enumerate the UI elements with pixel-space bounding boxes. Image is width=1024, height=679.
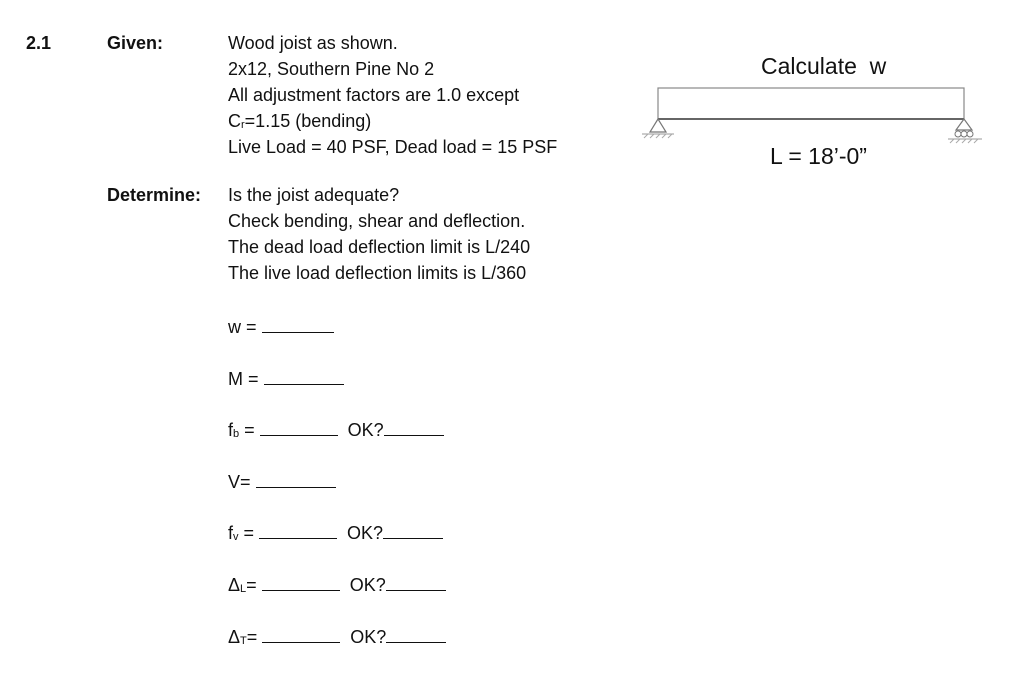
answer-subscript: v (233, 531, 239, 543)
answer-equals: = (246, 575, 257, 595)
given-line-bending-factor (228, 108, 557, 134)
ok-blank[interactable] (386, 573, 446, 591)
answer-symbol: M (228, 369, 243, 389)
given-line: Live Load = 40 PSF, Dead load = 15 PSF (228, 137, 558, 157)
answer-subscript: L (240, 583, 247, 595)
span-label: L = 18’-0” (770, 143, 867, 169)
ok-label: OK? (347, 420, 384, 440)
answer-symbol: Δ (228, 627, 241, 647)
answer-row-fv (228, 521, 443, 544)
answer-row-delta-l (228, 573, 446, 596)
ok-blank[interactable] (383, 521, 443, 539)
given-line: 2x12, Southern Pine No 2 (228, 59, 435, 79)
answer-equals: = (239, 420, 255, 440)
answer-equals: = (240, 472, 251, 492)
ok-label: OK? (350, 627, 387, 647)
given-line: All adjustment factors are 1.0 except (228, 85, 520, 105)
answer-symbol: V (228, 472, 241, 492)
determine-line: Check bending, shear and deflection. (228, 211, 526, 231)
problem-number: 2.1 (26, 33, 52, 53)
determine-line: The live load deflection limits is L/360 (228, 263, 527, 283)
answer-subscript: b (233, 428, 240, 440)
answer-blank[interactable] (256, 470, 336, 488)
given-text (228, 30, 557, 160)
determine-line: The dead load deflection limit is L/240 (228, 237, 531, 257)
given-label: Given: (107, 33, 164, 53)
answer-blank[interactable] (260, 418, 338, 436)
answer-row-w (228, 315, 334, 338)
determine-label: Determine: (107, 185, 202, 205)
answer-equals: = (243, 369, 259, 389)
answer-blank[interactable] (262, 315, 334, 333)
answer-blank[interactable] (264, 367, 344, 385)
pin-support-icon (642, 119, 674, 138)
load-label: Calculate w (761, 53, 887, 79)
determine-line: Is the joist adequate? (228, 185, 400, 205)
answer-row-m (228, 367, 344, 390)
ok-blank[interactable] (386, 625, 446, 643)
ok-label: OK? (349, 575, 386, 595)
answer-blank[interactable] (259, 521, 337, 539)
answer-row-v (228, 470, 336, 493)
ok-label: OK? (347, 523, 384, 543)
distributed-load-outline (658, 88, 964, 119)
answer-blank[interactable] (262, 625, 340, 643)
determine-text (228, 182, 530, 286)
answer-symbol: f (228, 523, 234, 543)
answer-symbol: f (228, 420, 234, 440)
answer-symbol: Δ (228, 575, 241, 595)
answer-blank[interactable] (262, 573, 340, 591)
symbol: C (228, 111, 241, 131)
answer-subscript: T (240, 635, 247, 647)
answer-equals: = (238, 523, 255, 543)
ok-blank[interactable] (384, 418, 444, 436)
answer-symbol: w (228, 317, 241, 337)
factor-value: =1.15 (bending) (244, 111, 372, 131)
answer-equals: = (241, 317, 257, 337)
given-line: Wood joist as shown. (228, 33, 398, 53)
answer-row-fb (228, 418, 444, 441)
answer-row-delta-t (228, 625, 446, 648)
roller-support-icon (948, 119, 982, 143)
answer-equals: = (246, 627, 258, 647)
subscript: r (241, 119, 245, 131)
